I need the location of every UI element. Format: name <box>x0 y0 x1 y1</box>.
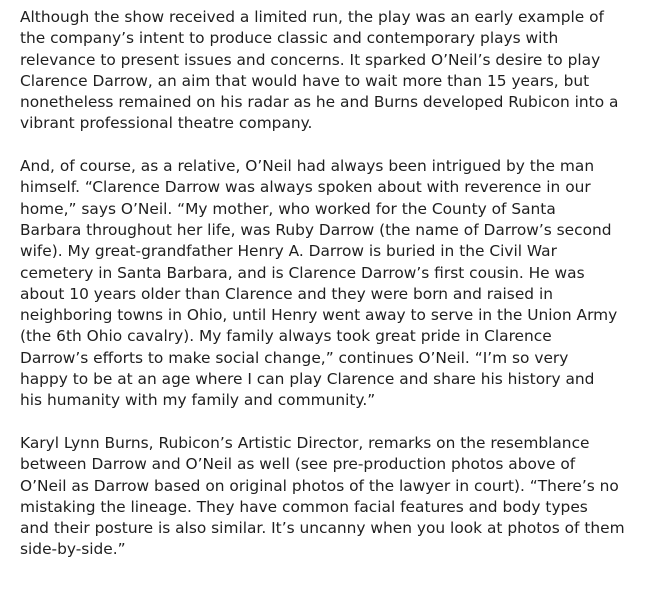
text-line: mistaking the lineage. They have common facial features and body types <box>20 497 588 516</box>
paragraph-family-connection <box>20 156 670 412</box>
text-line: And, of course, as a relative, O’Neil had always been intrigued by the man <box>20 157 595 176</box>
text-line: about 10 years older than Clarence and they were born and raised in <box>20 284 553 303</box>
text-line: O’Neil as Darrow based on original photos of the lawyer in court). “There’s no <box>20 476 619 495</box>
text-line: home,” says O’Neil. “My mother, who worked for the County of Santa <box>20 199 556 218</box>
text-line: the company’s intent to produce classic and contemporary plays with <box>20 29 559 48</box>
text-line: wife). My great-grandfather Henry A. Darrow is buried in the Civil War <box>20 242 557 261</box>
text-line: his humanity with my family and community.” <box>20 391 376 410</box>
text-line: neighboring towns in Ohio, until Henry went away to serve in the Union Army <box>20 306 618 325</box>
text-line: Clarence Darrow, an aim that would have to wait more than 15 years, but <box>20 71 590 90</box>
text-line: Darrow’s efforts to make social change,” continues O’Neil. “I’m so very <box>20 348 569 367</box>
text-line: himself. “Clarence Darrow was always spoken about with reverence in our <box>20 178 591 197</box>
text-line: relevance to present issues and concerns. It sparked O’Neil’s desire to play <box>20 50 601 69</box>
text-line: and their posture is also similar. It’s uncanny when you look at photos of them <box>20 519 625 538</box>
text-line: happy to be at an age where I can play Clarence and share his history and <box>20 370 595 389</box>
text-line: Barbara throughout her life, was Ruby Darrow (the name of Darrow’s second <box>20 220 612 239</box>
text-line: Although the show received a limited run, the play was an early example of <box>20 8 604 26</box>
text-line: (the 6th Ohio cavalry). My family always took great pride in Clarence <box>20 327 552 346</box>
text-line: cemetery in Santa Barbara, and is Clarence Darrow’s first cousin. He was <box>20 263 585 282</box>
text-line: vibrant professional theatre company. <box>20 114 313 133</box>
paragraph-show-run <box>20 7 670 135</box>
paragraph-artistic-director <box>20 433 670 561</box>
text-line: side-by-side.” <box>20 540 126 559</box>
text-line: Karyl Lynn Burns, Rubicon’s Artistic Director, remarks on the resemblance <box>20 433 590 452</box>
text-line: nonetheless remained on his radar as he and Burns developed Rubicon into a <box>20 93 619 112</box>
text-line: between Darrow and O’Neil as well (see pre-production photos above of <box>20 455 576 474</box>
